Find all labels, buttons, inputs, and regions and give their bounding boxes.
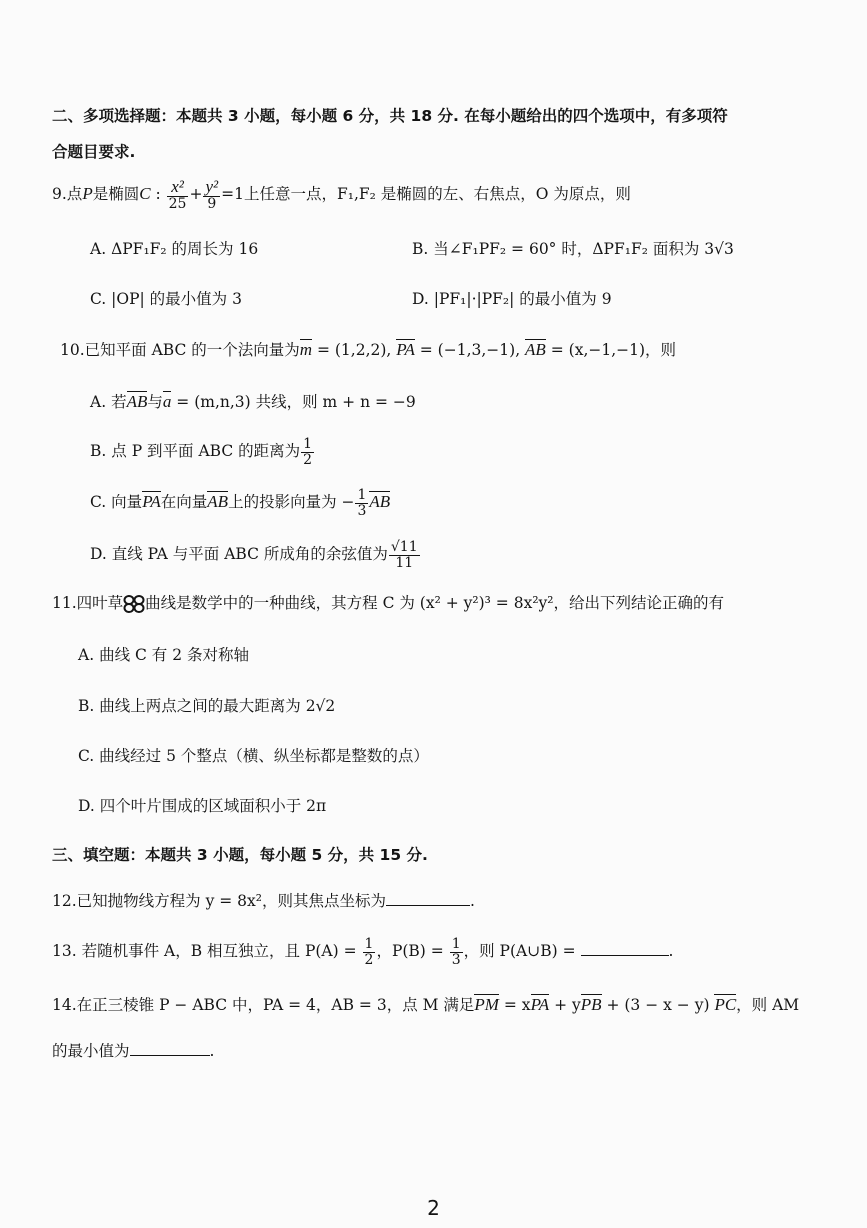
- section2-heading-line1: 二、多项选择题：本题共 3 小题，每小题 6 分，共 18 分. 在每小题给出的四个选项中，有多项符: [52, 107, 728, 125]
- q10-option-d: D. 直线 PA 与平面 ABC 所成角的余弦值为 $\frac{√11}{11}$: [90, 539, 418, 571]
- q10-option-c: C. 向量PA在向量AB上的投影向量为 − $\frac{1}{3}$ AB: [90, 487, 391, 519]
- section2-heading-line2: 合题目要求.: [52, 143, 136, 161]
- q10-stem: 10.已知平面 ABC 的一个法向量为m = (1,2,2), PA = (−1,3,−1), AB = (x,−1,−1)，则: [60, 340, 677, 359]
- q14-answer-blank[interactable]: [130, 1039, 210, 1056]
- q11-option-c: C. 曲线经过 5 个整点（横、纵坐标都是整数的点）: [78, 747, 429, 765]
- q9-frac-x: $\frac{\text{x²}}{25}$: [168, 177, 187, 212]
- vector-ab: AB: [525, 340, 546, 359]
- q9-option-d: D. |PF₁|·|PF₂| 的最小值为 9: [412, 290, 612, 308]
- q13-stem: 13. 若随机事件 A，B 相互独立，且 P(A) = $\frac{1}{2}$ ，P(B) = $\frac{1}{3}$ ，则 P(A∪B) = .: [52, 936, 674, 968]
- q9-number: 9.: [52, 184, 67, 203]
- q14-stem: 14.在正三棱锥 P − ABC 中，PA = 4，AB = 3，点 M 满足PM = xPA + yPB + (3 − x − y) PC，则 AM: [52, 995, 800, 1014]
- vector-m: m: [299, 340, 313, 359]
- section3-heading: 三、填空题：本题共 3 小题，每小题 5 分，共 15 分.: [52, 846, 428, 864]
- q13-answer-blank[interactable]: [581, 939, 669, 956]
- q11-stem: 11.四叶草 曲线是数学中的一种曲线，其方程 C 为 (x² + y²)³ = 8x²y²，给出下列结论正确的有: [52, 594, 725, 612]
- q9-option-a: A. ΔPF₁F₂ 的周长为 16: [90, 240, 259, 258]
- q9-option-c: C. |OP| 的最小值为 3: [90, 290, 242, 308]
- q9-stem: 9.点P是椭圆C : $\frac{\text{x²}}{25}$ + $\frac{\text{y²}}{9}$ =1上任意一点，F₁,F₂ 是椭圆的左、右焦点，O 为原点，则: [52, 177, 631, 212]
- q10-option-b: B. 点 P 到平面 ABC 的距离为 $\frac{1}{2}$: [90, 436, 313, 468]
- q9-frac-y: $\frac{\text{y²}}{9}$: [205, 177, 219, 212]
- q10-option-a: A. 若AB与a = (m,n,3) 共线，则 m + n = −9: [90, 392, 416, 411]
- q12-answer-blank[interactable]: [386, 889, 470, 906]
- q14-stem-line2: 的最小值为 .: [52, 1039, 214, 1061]
- q12-stem: 12.已知抛物线方程为 y = 8x²，则其焦点坐标为 .: [52, 889, 475, 911]
- q11-option-d: D. 四个叶片围成的区域面积小于 2π: [78, 797, 327, 815]
- page-number: 2: [427, 1196, 440, 1220]
- q11-option-a: A. 曲线 C 有 2 条对称轴: [78, 646, 249, 664]
- q11-option-b: B. 曲线上两点之间的最大距离为 2√2: [78, 697, 336, 715]
- vector-pa: PA: [396, 340, 415, 359]
- four-leaf-clover-icon: [123, 594, 145, 614]
- q9-option-b: B. 当∠F₁PF₂ = 60° 时，ΔPF₁F₂ 面积为 3√3: [412, 240, 734, 258]
